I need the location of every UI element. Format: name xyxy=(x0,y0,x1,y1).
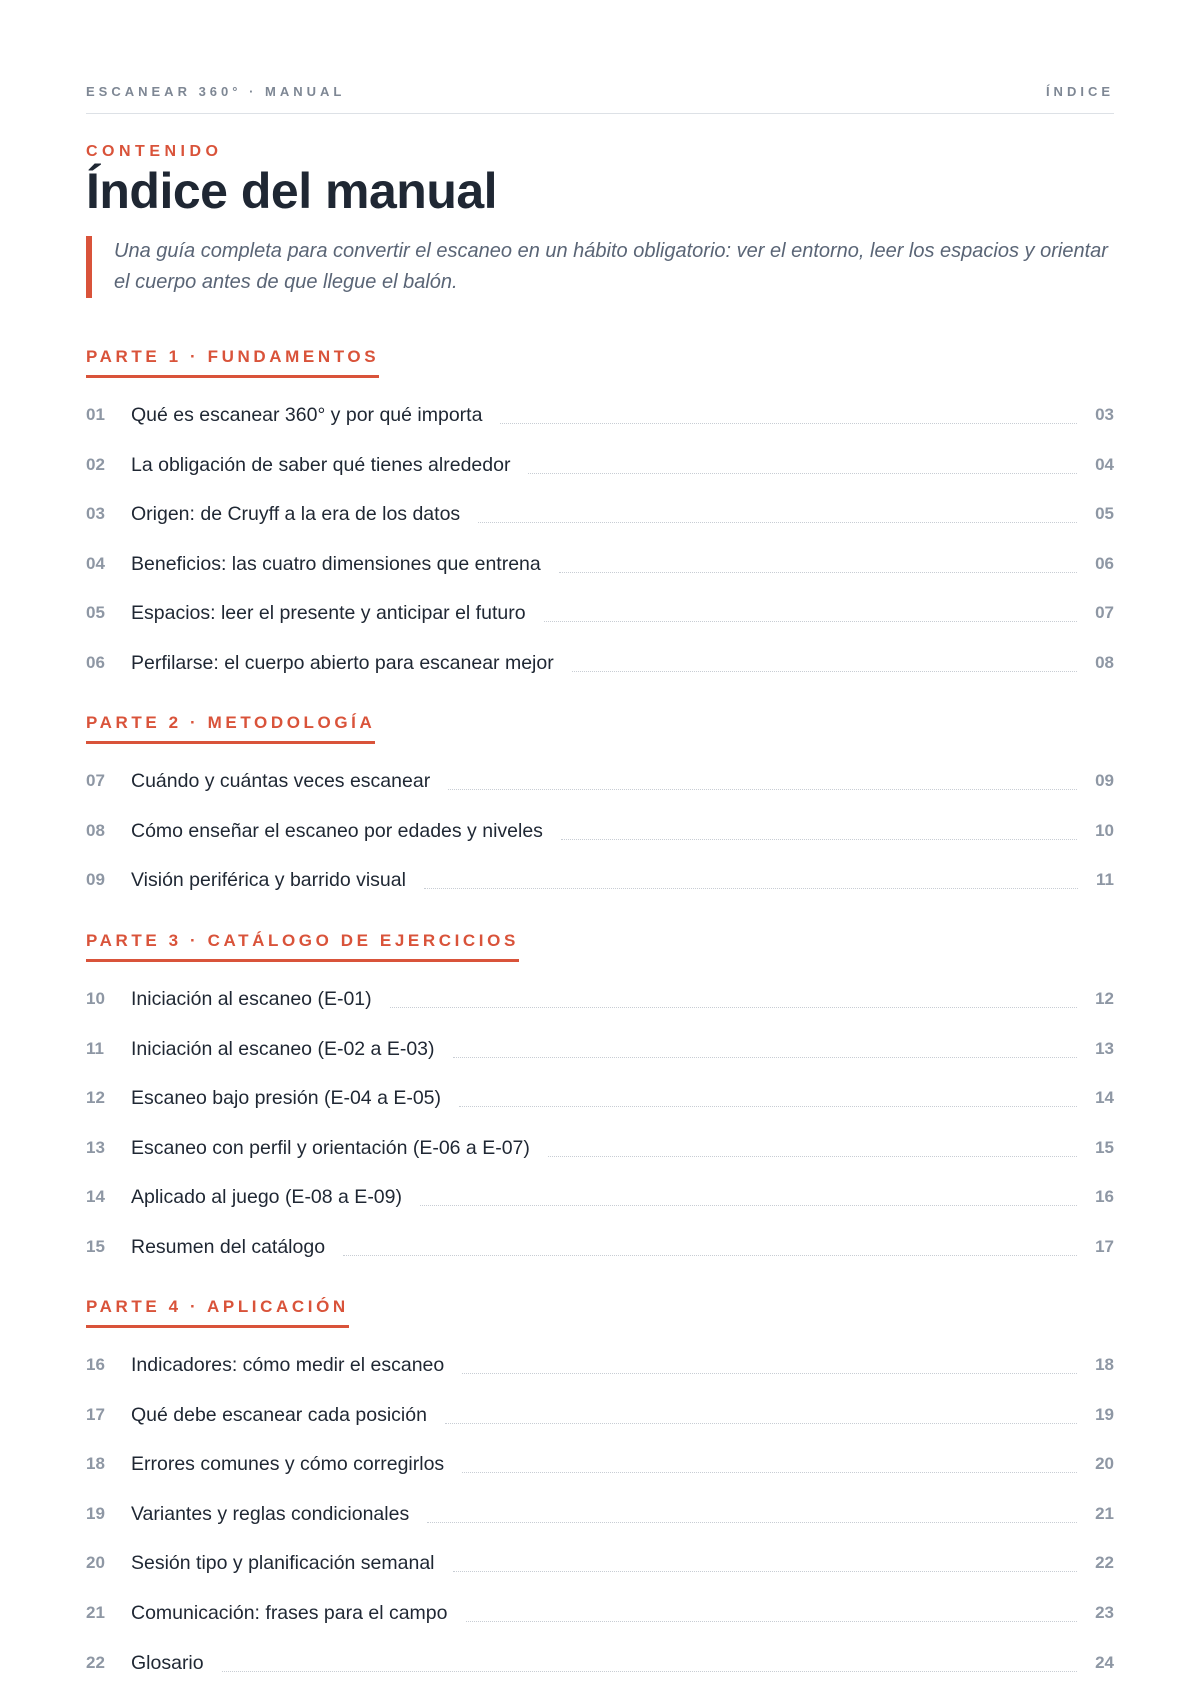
toc-dot-leader xyxy=(561,839,1077,840)
toc-dot-leader xyxy=(424,888,1078,889)
toc-entry-number: 04 xyxy=(86,554,105,573)
toc-dot-leader xyxy=(548,1156,1077,1157)
running-header-title: ESCANEAR 360° · MANUAL xyxy=(86,84,346,99)
toc-entry-title: Resumen del catálogo xyxy=(131,1235,326,1258)
toc-entry[interactable] xyxy=(86,865,1114,895)
toc-entry[interactable] xyxy=(86,549,1114,579)
toc-entry-title: Comunicación: frases para el campo xyxy=(131,1601,448,1624)
toc-entry-number: 05 xyxy=(86,603,105,622)
section-kicker: CONTENIDO xyxy=(86,143,223,160)
toc-entry-title: Iniciación al escaneo (E-02 a E-03) xyxy=(131,1037,435,1060)
toc-entry-title: Cuándo y cuántas veces escanear xyxy=(131,769,431,792)
toc-dot-leader xyxy=(448,789,1077,790)
toc-dot-leader xyxy=(528,473,1077,474)
toc-dot-leader xyxy=(544,621,1078,622)
toc-entry-title: Aplicado al juego (E-08 a E-09) xyxy=(131,1185,402,1208)
toc-entry-title: Escaneo bajo presión (E-04 a E-05) xyxy=(131,1086,442,1109)
toc-entry[interactable] xyxy=(86,1232,1114,1262)
toc-entry-number: 07 xyxy=(86,771,105,790)
toc-entry-title: Origen: de Cruyff a la era de los datos xyxy=(131,502,461,525)
toc-entry-page: 23 xyxy=(1095,1603,1114,1622)
toc-entry-number: 10 xyxy=(86,989,105,1008)
toc-entry-number: 17 xyxy=(86,1405,105,1424)
toc-entry[interactable] xyxy=(86,499,1114,529)
toc-entry[interactable] xyxy=(86,1449,1114,1479)
toc-entry[interactable] xyxy=(86,766,1114,796)
running-header-section: ÍNDICE xyxy=(1045,84,1114,99)
toc-entry[interactable] xyxy=(86,1598,1114,1628)
toc-entry-title: Sesión tipo y planificación semanal xyxy=(131,1551,435,1574)
part-heading-label: PARTE 4 · APLICACIÓN xyxy=(86,1297,349,1328)
toc-entry-title: Iniciación al escaneo (E-01) xyxy=(131,987,372,1010)
toc-entry-page: 10 xyxy=(1095,821,1114,840)
toc-dot-leader xyxy=(445,1423,1077,1424)
toc-entry[interactable] xyxy=(86,1133,1114,1163)
part-heading xyxy=(86,713,375,744)
toc-entry-number: 06 xyxy=(86,653,105,672)
toc-dot-leader xyxy=(462,1472,1077,1473)
toc-entry[interactable] xyxy=(86,1034,1114,1064)
toc-entry-title: Cómo enseñar el escaneo por edades y niveles xyxy=(131,819,543,842)
toc-dot-leader xyxy=(222,1671,1077,1672)
toc-entry-page: 03 xyxy=(1095,405,1114,424)
toc-entry-number: 22 xyxy=(86,1653,105,1672)
toc-dot-leader xyxy=(453,1571,1078,1572)
toc-entry-number: 13 xyxy=(86,1138,105,1157)
toc-entry-page: 04 xyxy=(1095,455,1114,474)
toc-entry-number: 16 xyxy=(86,1355,105,1374)
toc-entry[interactable] xyxy=(86,400,1114,430)
toc-entry-title: Variantes y reglas condicionales xyxy=(131,1502,410,1525)
toc-entry[interactable] xyxy=(86,1182,1114,1212)
toc-entry-title: Escaneo con perfil y orientación (E-06 a E-07) xyxy=(131,1136,530,1159)
toc-entry-page: 07 xyxy=(1095,603,1114,622)
toc-entry-page: 06 xyxy=(1095,554,1114,573)
toc-entry-title: Qué debe escanear cada posición xyxy=(131,1403,427,1426)
toc-dot-leader xyxy=(572,671,1077,672)
toc-entry-title: Errores comunes y cómo corregirlos xyxy=(131,1452,445,1475)
toc-entry-number: 03 xyxy=(86,504,105,523)
part-heading xyxy=(86,347,379,378)
toc-entry-number: 09 xyxy=(86,870,105,889)
toc-dot-leader xyxy=(462,1373,1077,1374)
toc-entry-title: Visión periférica y barrido visual xyxy=(131,868,406,891)
toc-entry-page: 14 xyxy=(1095,1088,1114,1107)
toc-entry-title: Beneficios: las cuatro dimensiones que entrena xyxy=(131,552,541,575)
toc-entry-page: 11 xyxy=(1096,870,1114,889)
toc-dot-leader xyxy=(559,572,1077,573)
part-heading-label: PARTE 2 · METODOLOGÍA xyxy=(86,713,375,744)
toc-entry[interactable] xyxy=(86,648,1114,678)
toc-entry-number: 20 xyxy=(86,1553,105,1572)
toc-entry-title: Indicadores: cómo medir el escaneo xyxy=(131,1353,445,1376)
page-title: Índice del manual xyxy=(86,163,498,219)
toc-entry[interactable] xyxy=(86,1648,1114,1678)
toc-entry-title: Perfilarse: el cuerpo abierto para escanear mejor xyxy=(131,651,554,674)
part-heading xyxy=(86,931,519,962)
part-heading xyxy=(86,1297,349,1328)
toc-entry-number: 19 xyxy=(86,1504,105,1523)
toc-entry-page: 15 xyxy=(1095,1138,1114,1157)
toc-entry-page: 16 xyxy=(1095,1187,1114,1206)
toc-dot-leader xyxy=(453,1057,1078,1058)
toc-entry-number: 14 xyxy=(86,1187,105,1206)
toc-entry-page: 13 xyxy=(1095,1039,1114,1058)
toc-entry-page: 08 xyxy=(1095,653,1114,672)
toc-dot-leader xyxy=(420,1205,1077,1206)
toc-entry-number: 01 xyxy=(86,405,105,424)
toc-entry-number: 08 xyxy=(86,821,105,840)
toc-entry[interactable] xyxy=(86,1350,1114,1380)
toc-entry[interactable] xyxy=(86,984,1114,1014)
toc-entry[interactable] xyxy=(86,1499,1114,1529)
toc-dot-leader xyxy=(500,423,1077,424)
toc-entry[interactable] xyxy=(86,1083,1114,1113)
toc-entry-number: 15 xyxy=(86,1237,105,1256)
part-heading-label: PARTE 1 · FUNDAMENTOS xyxy=(86,347,379,378)
toc-entry[interactable] xyxy=(86,1400,1114,1430)
toc-entry-title: La obligación de saber qué tienes alrededor xyxy=(131,453,511,476)
toc-entry[interactable] xyxy=(86,450,1114,480)
toc-entry-title: Qué es escanear 360° y por qué importa xyxy=(131,403,483,426)
toc-entry-number: 11 xyxy=(86,1039,104,1058)
toc-dot-leader xyxy=(459,1106,1077,1107)
toc-entry-page: 17 xyxy=(1095,1237,1114,1256)
toc-entry[interactable] xyxy=(86,1548,1114,1578)
toc-entry-number: 02 xyxy=(86,455,105,474)
lead-paragraph: Una guía completa para convertir el escaneo en un hábito obligatorio: ver el entorno, leer los espacios y orientar el cuerpo antes de que llegue el balón. xyxy=(86,236,1114,298)
toc-entry-page: 18 xyxy=(1095,1355,1114,1374)
toc-entry[interactable] xyxy=(86,816,1114,846)
toc-entry-page: 09 xyxy=(1095,771,1114,790)
toc-dot-leader xyxy=(343,1255,1077,1256)
toc-entry-number: 21 xyxy=(86,1603,105,1622)
toc-entry-page: 12 xyxy=(1095,989,1114,1008)
toc-entry-page: 20 xyxy=(1095,1454,1114,1473)
toc-entry-page: 21 xyxy=(1095,1504,1114,1523)
header-divider xyxy=(86,113,1114,114)
toc-entry-title: Espacios: leer el presente y anticipar el futuro xyxy=(131,601,526,624)
toc-entry-page: 22 xyxy=(1095,1553,1114,1572)
toc-entry-page: 05 xyxy=(1095,504,1114,523)
toc-dot-leader xyxy=(478,522,1077,523)
toc-entry-page: 24 xyxy=(1095,1653,1114,1672)
toc-dot-leader xyxy=(427,1522,1077,1523)
toc-dot-leader xyxy=(390,1007,1077,1008)
running-header xyxy=(86,84,1114,99)
toc-entry-page: 19 xyxy=(1095,1405,1114,1424)
toc-entry-number: 12 xyxy=(86,1088,105,1107)
toc-entry[interactable] xyxy=(86,598,1114,628)
toc-entry-title: Glosario xyxy=(131,1651,204,1674)
toc-entry-number: 18 xyxy=(86,1454,105,1473)
part-heading-label: PARTE 3 · CATÁLOGO DE EJERCICIOS xyxy=(86,931,519,962)
toc-dot-leader xyxy=(466,1621,1078,1622)
